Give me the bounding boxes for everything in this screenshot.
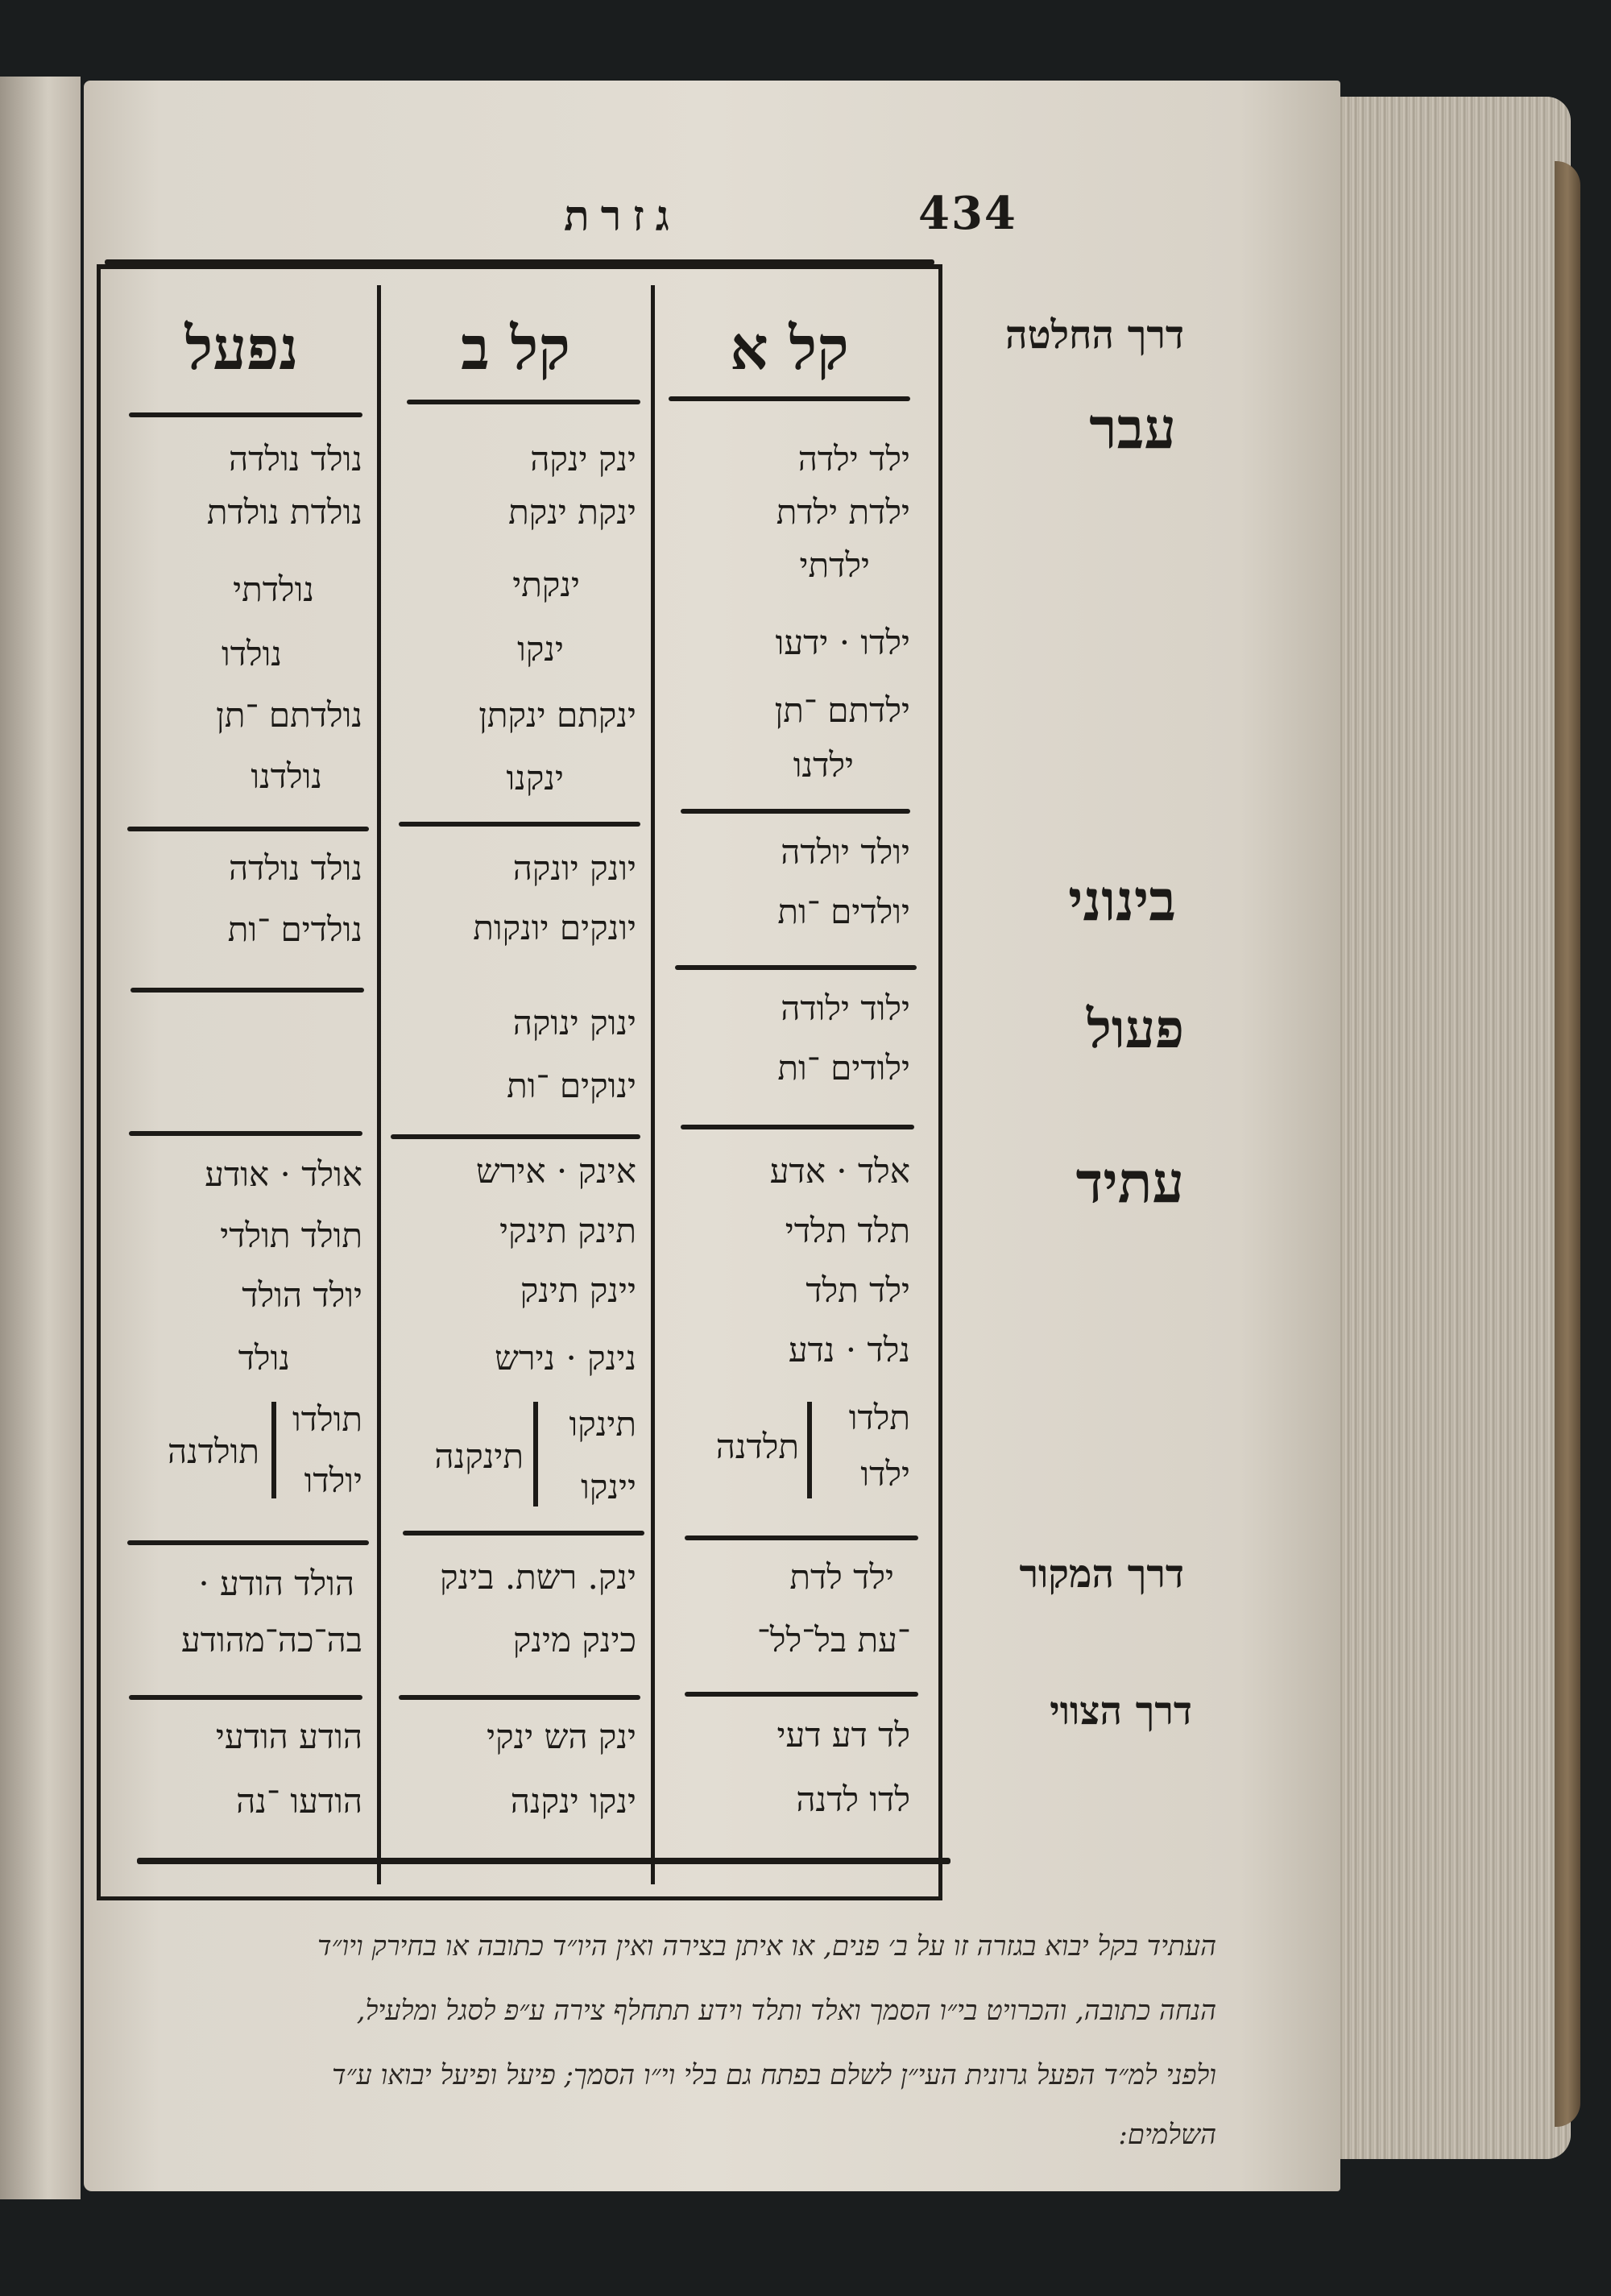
nifal-beinoni-line: נולד נולדה [228,848,362,888]
label-derech-hamakor: דרך המקור [1019,1552,1184,1597]
kal-b-avar-line: ינק ינקה [530,439,636,479]
nifal-avar-line: נולדו [222,634,282,673]
kal-a-rule [681,809,910,814]
nifal-atid-line: נולד [238,1338,290,1378]
nifal-avar-line: נולדתי [233,570,314,609]
kal-a-atid-line: נלד · נדע [788,1330,910,1370]
nifal-tzivui-line: הודעו ־נה [236,1781,362,1821]
kal-a-beinoni-line: יולדים ־ות [777,892,910,931]
column-header-kal-b: קל ב [461,314,570,383]
kal-a-avar-line: ילדתי [799,545,870,585]
kal-b-makor-line: כינק מינק [512,1620,636,1660]
kal-a-paul-line: ילודים ־ות [777,1048,910,1088]
left-page-fragment-letters [5,77,53,2199]
kal-a-atid-line: אלד · אדע [769,1151,910,1191]
header-rule-b [407,400,640,404]
header-rule-c [129,412,362,417]
nifal-bracket [271,1402,276,1498]
kal-a-atid-plural: ילדו [860,1454,910,1494]
nifal-beinoni-line: נולדים ־ות [227,910,362,949]
kal-b-rule [391,1134,640,1139]
nifal-rule [129,1131,362,1136]
kal-a-avar-line: ילדו · ידעו [775,623,910,662]
label-derech-hatzivui: דרך הצווי [1050,1689,1192,1734]
kal-a-makor-line: ילד לדת [789,1557,894,1597]
kal-a-rule [685,1536,918,1540]
nifal-atid-plural: יולדו [304,1461,362,1500]
kal-a-avar-line: ילדתם ־תן [774,690,910,730]
kal-b-tzivui-line: ינקו ינקנה [510,1781,636,1821]
kal-a-makor-line: ־עת בל־לל־ [756,1620,910,1660]
kal-a-beinoni-line: יולד יולדה [781,832,910,872]
kal-a-atid-plural: תלדו [848,1398,910,1437]
nifal-makor-line: הולד הודע · [198,1564,354,1603]
nifal-atid-line: יולד הולד [242,1275,362,1315]
kal-a-bracket [807,1402,812,1498]
footnote-line: הנחה כתובה, והכרויט בי״ו הסמך ואלד ותלד וידע תתחלף צירה ע״פ לסגל ומלעיל, [356,1995,1216,2027]
nifal-makor-line: בה־כה־מהודע [180,1620,362,1660]
column-divider-left [377,285,381,1884]
label-atid: עתיד [1075,1149,1184,1216]
kal-b-atid-line: נינק · נירש [495,1338,636,1378]
kal-a-avar-line: ילדת ילדת [776,492,910,532]
kal-b-avar-line: ינקתי [512,565,580,604]
kal-a-rule [675,965,917,970]
nifal-avar-line: נולדת נולדת [206,492,362,532]
left-page-edge [0,77,81,2199]
kal-a-rule [685,1692,918,1697]
kal-a-atid-line: ילד תלד [806,1270,910,1310]
kal-b-beinoni-line: יונקים יונקות [473,908,636,947]
footnote-line: השלמים: [1118,2119,1216,2151]
kal-a-tzivui-line: לדו לדנה [796,1780,910,1819]
bottom-rule [137,1858,950,1864]
kal-b-avar-line: ינקתם ינקתן [478,695,636,735]
kal-a-atid-plural-fem: תלדנה [715,1427,799,1466]
footnote-line: העתיד בקל יבוא בגזרה זו על ב׳ פנים, או איתן בצירה ואין היו״ד כתובה או בחירק ויו״ד [317,1930,1216,1962]
header-rule-a [669,396,910,401]
nifal-rule [130,988,364,993]
kal-b-rule [399,1695,640,1700]
kal-b-bracket [533,1402,538,1506]
kal-b-rule [403,1531,644,1536]
label-beinoni: בינוני [1068,867,1176,934]
column-header-kal-a: קל א [730,314,849,383]
kal-a-avar-line: ילד ילדה [797,439,910,479]
kal-a-atid-line: תלד תלדי [785,1211,910,1250]
column-header-nifal: נפעל [184,314,299,383]
kal-a-tzivui-line: לד דע דעי [777,1715,910,1755]
nifal-avar-line: נולדנו [251,756,322,796]
top-rule [105,259,934,265]
kal-b-atid-line: תינק תינקי [499,1211,636,1250]
nifal-atid-line: תולד תולדי [220,1216,362,1255]
kal-b-atid-plural: תינקו [569,1404,636,1444]
kal-b-paul-line: ינוק ינוקה [512,1003,636,1042]
nifal-atid-line: אולד · אודע [205,1154,362,1194]
nifal-avar-line: נולד נולדה [228,439,362,479]
kal-b-atid-plural-fem: תינקנה [434,1436,524,1476]
nifal-rule [127,827,369,831]
kal-b-avar-line: ינקנו [506,758,564,798]
kal-b-makor-line: ינק. רשת. בינק [440,1557,636,1597]
kal-b-rule [399,822,640,827]
kal-b-beinoni-line: יונק יונקה [512,848,636,888]
footnote-line: ולפני למ״ד הפעל גרונית העי״ן לשלם בפתח גם בלי וי״ו הסמך; פיעל ופיעל יבואו ע״ד [332,2059,1216,2091]
nifal-avar-line: נולדתם ־תן [216,695,362,735]
kal-b-atid-line: יינק תינק [520,1270,636,1310]
kal-b-avar-line: ינקת ינקת [508,492,636,532]
kal-b-atid-plural: יינקו [581,1467,636,1506]
kal-b-tzivui-line: ינק הש ינקי [487,1717,636,1756]
book-fore-edge [1329,97,1571,2159]
kal-b-atid-line: אינק · אירש [476,1151,636,1191]
label-derech-hachlata: דרך החלטה [1004,313,1184,358]
kal-b-avar-line: ינקו [517,629,564,669]
kal-b-paul-line: ינוקים ־ות [507,1066,636,1105]
kal-a-avar-line: ילדנו [793,745,854,785]
kal-a-rule [681,1125,914,1129]
nifal-rule [127,1540,369,1545]
page-number: 434 [918,187,1017,240]
nifal-tzivui-line: הודע הודעי [215,1717,362,1756]
section-title: גזרת [564,192,681,241]
nifal-rule [129,1695,362,1700]
kal-a-paul-line: ילוד ילודה [781,988,910,1028]
nifal-atid-plural: תולדו [292,1399,362,1439]
nifal-atid-plural-fem: תולדנה [167,1432,259,1471]
column-divider-right [651,285,655,1884]
label-avar: עבר [1089,395,1176,462]
label-paul: פעול [1086,997,1184,1060]
book-cover-rim [1555,161,1580,2127]
